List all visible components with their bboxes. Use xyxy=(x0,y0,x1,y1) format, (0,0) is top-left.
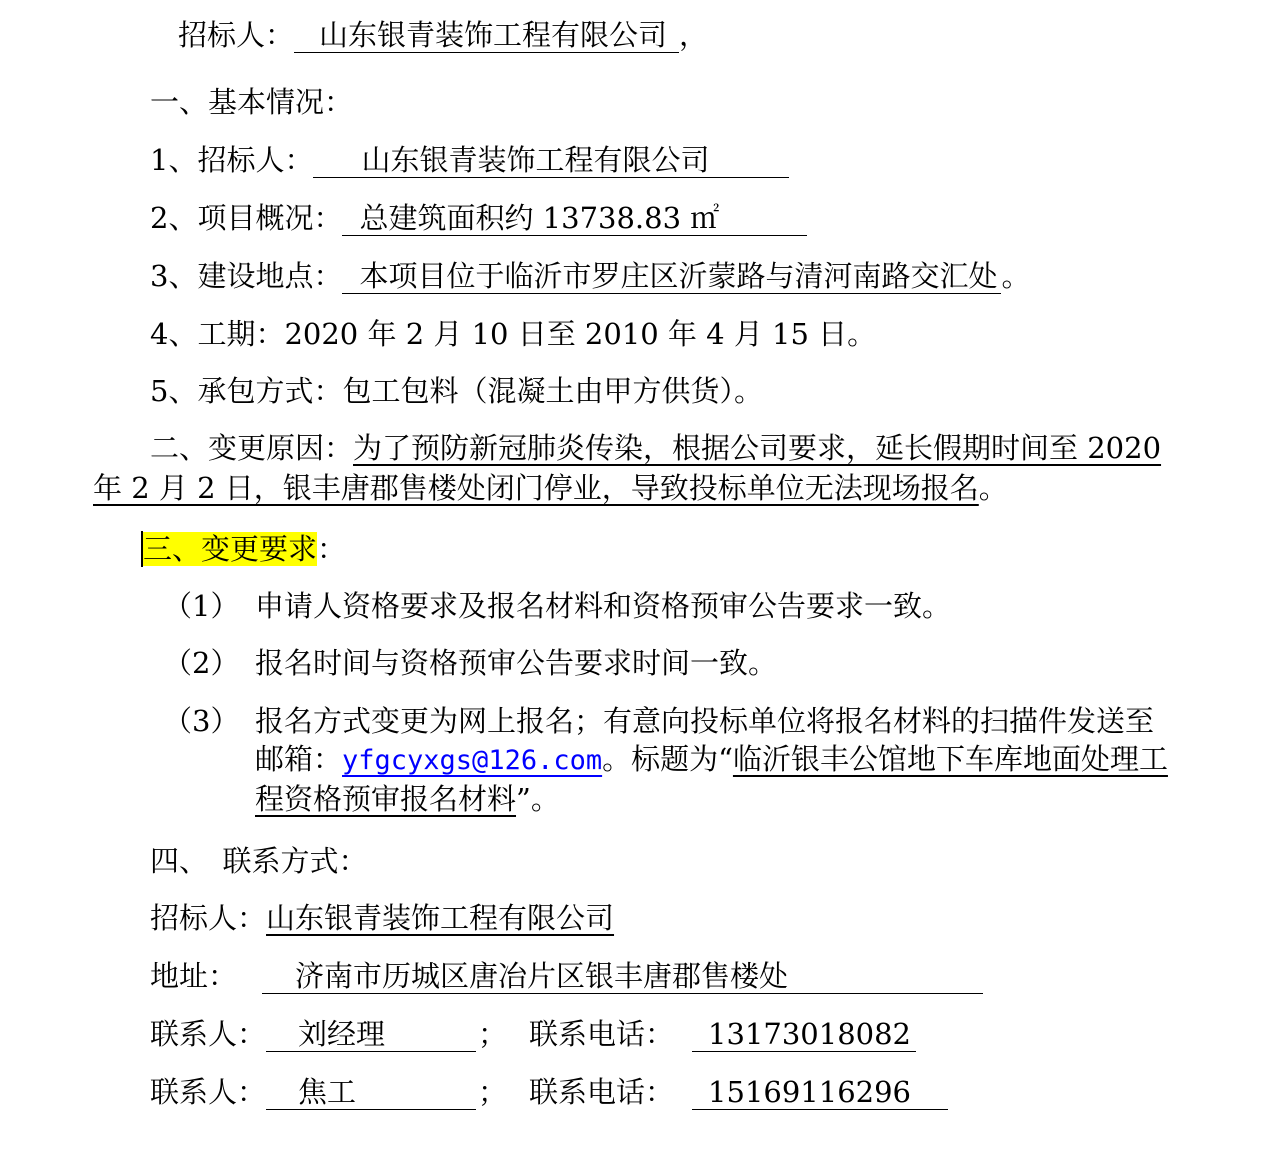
tenderer-value: 山东银青装饰工程有限公司 xyxy=(266,901,615,935)
section1-item5: 5、承包方式：包工包料（混凝土由甲方供货）。 xyxy=(150,374,763,408)
item2-label: 2、项目概况： xyxy=(150,201,343,235)
section2-title: 二、变更原因： xyxy=(150,431,354,465)
phone-value: 15169116296 xyxy=(692,1075,948,1110)
phone-label: 联系电话： xyxy=(529,1075,675,1109)
item3-label: 3、建设地点： xyxy=(150,259,343,293)
section1-item2 xyxy=(150,200,807,236)
req1-num: （1） xyxy=(163,589,240,623)
section3-req1-text: 申请人资格要求及报名材料和资格预审公告要求一致。 xyxy=(255,589,952,623)
contact-row xyxy=(150,1016,916,1052)
contact-label: 联系人： xyxy=(150,1075,267,1109)
item2-value: 总建筑面积约 13738.83 ㎡ xyxy=(342,201,807,236)
section1-item4: 4、工期：2020 年 2 月 10 日至 2010 年 4 月 15 日。 xyxy=(150,317,877,351)
section4-title: 四、 联系方式： xyxy=(150,844,368,878)
req3-text-b: 。标题为“ xyxy=(602,742,733,776)
section3-req2-text: 报名时间与资格预审公告要求时间一致。 xyxy=(255,646,778,680)
section1-title: 一、基本情况： xyxy=(150,85,354,119)
section3-colon: ： xyxy=(317,532,347,566)
section2-reason: 为了预防新冠肺炎传染，根据公司要求，延长假期时间至 2020 年 2 月 2 日，银丰唐郡售楼处闭门停业，导致投标单位无法现场报名 xyxy=(93,431,1162,505)
req2-num: （2） xyxy=(163,646,240,680)
header-tenderer-label: 招标人： xyxy=(178,18,295,52)
contact-name: 焦工 xyxy=(266,1075,476,1110)
section2-paragraph xyxy=(93,428,1183,508)
section4-address xyxy=(150,958,983,994)
req3-text-a: 报名方式变更为网上报名；有意向投标单位将报名材料的扫描件发送至邮箱： xyxy=(255,704,1155,776)
req3-text-c: ”。 xyxy=(516,782,560,816)
item3-value: 本项目位于临沂市罗庄区沂蒙路与清河南路交汇处 xyxy=(342,259,1001,294)
item1-label: 1、招标人： xyxy=(150,143,314,177)
req3-subject: 临沂银丰公馆地下车库地面处理工程资格预审报名材料 xyxy=(255,742,1168,816)
contact-sep: ； xyxy=(478,1017,508,1051)
contact-name: 刘经理 xyxy=(266,1017,476,1052)
header-tenderer-trail: ， xyxy=(679,18,709,52)
section4-tenderer xyxy=(150,900,614,936)
header-tenderer-value: 山东银青装饰工程有限公司 xyxy=(294,18,679,53)
req3-num: （3） xyxy=(163,704,240,738)
item1-value: 山东银青装饰工程有限公司 xyxy=(313,143,789,178)
item3-trail: 。 xyxy=(1001,259,1031,293)
section3-req2 xyxy=(163,645,239,681)
address-label: 地址： xyxy=(150,959,238,993)
section3-title-line xyxy=(141,531,346,567)
req3-email-link[interactable]: yfgcyxgs@126.com xyxy=(342,745,603,776)
contact-label: 联系人： xyxy=(150,1017,267,1051)
contact-sep: ； xyxy=(478,1075,508,1109)
phone-value: 13173018082 xyxy=(692,1017,916,1052)
contact-row xyxy=(150,1074,948,1110)
section1-item1 xyxy=(150,142,789,178)
address-value: 济南市历城区唐冶片区银丰唐郡售楼处 xyxy=(262,959,983,994)
section3-req1 xyxy=(163,588,239,624)
section1-item3 xyxy=(150,258,1030,294)
section3-req3-text xyxy=(255,702,1180,818)
phone-label: 联系电话： xyxy=(529,1017,675,1051)
tenderer-label: 招标人： xyxy=(150,901,267,935)
section3-title: 三、变更要求 xyxy=(143,532,318,566)
section3-req3 xyxy=(163,703,239,739)
section2-trail: 。 xyxy=(978,471,1008,505)
header-tenderer-line xyxy=(178,17,708,53)
